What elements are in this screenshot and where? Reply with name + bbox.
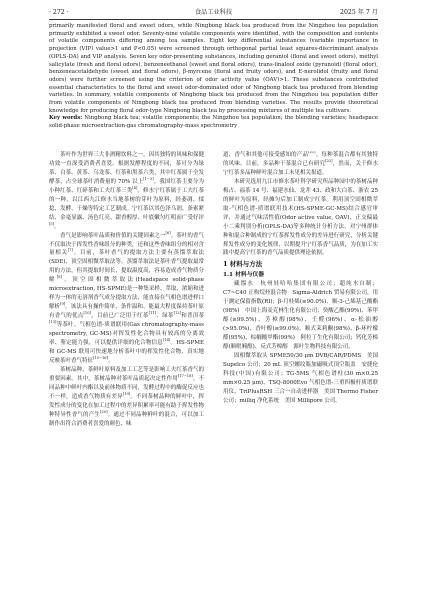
citation: [14]: [162, 338, 171, 343]
citation: [7]: [67, 248, 73, 253]
section-heading: 1 材料与方法: [223, 260, 263, 269]
english-abstract: [49, 23, 378, 131]
citation: [8]: [56, 275, 62, 280]
citation: [10]: [83, 311, 91, 316]
citation: [12]: [173, 311, 181, 316]
citation: [15−16]: [93, 356, 108, 361]
subsection-heading: 1.1 材料与仪器: [223, 272, 265, 279]
intro-paragraph-3: 茶树品种、茶鲜叶原料及加工工艺等是影响工夫红茶香气的重要因素。其中，茶树品种对茶叶品质起决定性作用[17−18]。不同品种中鲜叶内酯以及前体物质不同，发酵过程中的酶促反应也不一样，造成香气物质有差异[19]。不同茶树品种的鲜叶中，挥发性成分的变化在加工过程中的差异积累率可能有助于挥发性物种特异性香气的产生[20]。通过不同品种鲜叶的混合，可以加工制作出符合消费者喜爱的颜色、味: [49, 366, 204, 427]
citation: [11]: [148, 311, 157, 316]
citation: [4]: [132, 185, 138, 190]
page-number: · 272 ·: [49, 9, 69, 16]
running-header: [49, 7, 378, 20]
intro-paragraph-continued: 道、香气和其他可接受感知的产品[21]。每种茶混合都有其独特的风味。目前，多品种干茶混合已有研究[22]，然而，关于修水宁红茶多品种鲜叶混合加工未见相关报道。: [223, 151, 378, 176]
citation: [21]: [308, 151, 316, 155]
left-column: [49, 151, 204, 596]
citation: [19]: [122, 391, 131, 396]
keywords-label: Key words:: [49, 115, 83, 122]
issue-date: 2025 年 7 月: [340, 9, 378, 16]
citation: [9]: [60, 302, 66, 307]
keywords-line: [49, 115, 378, 130]
intro-paragraph-2: 香气是影响茶叶品质和价值的关键因素之一[6]。茶叶的香气不仅取决于挥发性香味组分的种类，还和这些香味组分的相对含量相关[7]。目前，茶叶香气的提取方法主要有蒸馏萃取法(SDE)、顶空固相微萃取法等。蒸馏萃取法是茶叶香气提取最常用的方法，但其提取时间长，提取温度高，容易造成香气物质分解[8]。顶空固相微萃取法(Headspace solid-phase microextraction, HS-SPME)是一种集采样、萃取、浓缩和进样为一体的无溶剂香气成分提取方法，能直接在气相色谱进样口解析[9]。该法具有操作简单、条件温和、能最大程度保持茶叶原有香气的优点[10]，目前已广泛用于红茶[11]、绿茶[12]和普洱茶[13]等茶叶。气相色谱-质谱联用(Gas chromatography-mass spectrometry, GC-MS)对挥发性化合物具有较高的分离效率、鉴定能力强，可以提供详细的化合物信息[14]。HS-SPME 和 GC-MS 联用可快速地分析茶叶中的挥发性化合物，真实地反映茶叶香气特征[15−16]。: [49, 230, 204, 364]
citation: [20]: [100, 409, 108, 414]
abstract-text: primarily manifested floral and sweet odors, while Ningbong black tea produced from the Ningzhou tea population primarily exhibited a sweet odor. Seventy-nine volatile components were identified, with the composition and contents of volatile components differing among tea samples. Eight key differential substances (variable importance in projection (VIP) value>1 and P<0.05) were screened through orthogonal partial least squares-discriminant analysis (OPLS-DA) and VIP analysis. Seven key odor-presenting substances, including geraniol (floral and sweet odors), methyl salicylate (fresh and floral odors), benzeneethanol (sweet and floral odors), trans-linalool oxide (pyranoid) (floral odor), benzeneacetaldehyde (sweet and floral odors), β-myrcene (floral and fruity odors), and E-nerolidol (fruity and floral odors) were further screened using the criterion of odor activity value (OAV)>1. These substances contributed essential characteristics to the floral and sweet odor-dominated odor of Ningbong black tea produced from blending varieties. In summary, volatile components of Ningbong black tea produced from the Ningzhou tea population differ from volatile components of Ningbong black tea produced from blending varieties. The results provide theoretical knowledge for producing floral odor-type Ningbong black tea by processing mixtures of multiple tea cultivars.: [49, 23, 378, 114]
citation: [17−18]: [177, 374, 193, 378]
citation: [6]: [165, 230, 171, 235]
right-column: [223, 151, 378, 596]
instruments-paragraph: 固相微萃取头 SPME50/30 μm DVB/CAR/PDMS 美国 Supelco 公司；20 mL 顶空螺纹瓶加磁吸式顶空瓶盖 安捷伦科技(中国)有限公司；TG-5MS 气相色谱柱(30 m×0.25 mm×0.25 μm)、TSQ-8000Evo 气相色谱-三重四极杆质谱联用仪、TriPlusRSH 三合一自动进样器 美国 Thermo Fisher 公司；milliq 净化系统 美国 Millipore 公司。: [223, 353, 378, 404]
journal-name: 食品工业科技: [194, 9, 233, 16]
citation: [1−3]: [143, 177, 154, 182]
citation: [22]: [325, 159, 333, 164]
citation: [13]: [49, 320, 57, 325]
intro-paragraph-1: 茶叶作为世界三大非酒精饮料之一，因其独特的风味和保健功效一直深受消费者喜爱。根据发酵程度的不同，茶可分为绿茶、白茶、黄茶、乌龙茶、红茶和黑茶六类，其中红茶属于全发酵茶，占全球茶叶消费量的 70% 以上[1−3]。我国红茶主要分为小种红茶、红碎茶和工夫红茶三类[4]。修水宁红茶属于工夫红茶的一种，以江西九江修水当地茶树的芽叶为原料，经萎凋、揉捻、发酵、干燥等特定工艺制成。宁红茶以其色泽乌润、条索紧结、金毫显露、汤色红亮、甜香醇厚、叶底嫩匀红明而广受好评[5]。: [49, 152, 204, 230]
materials-paragraph: 藏馏水 杭州娃哈哈集团有限公司；超纯水自制；C7~C40 正构烷烃混合物 Sigma-Aldrich 贸易有限公司，用于测定保留指数(RI)；β-月桂烯(≥90.0%)、顺-3-己烯基己酸酯(98%) 中国上海麦克林生化有限公司；癸酸乙酯(99%)、苯甲醇(≥99.5%)、芳樟醇(98%)、壬醛(96%)、α-松油醇(>95.0%)、香叶醇(≥99.0%)、顺式茉莉酮(98%)、β-环柠檬醛(95%)、棕榈酸甲酯(99%) 阿拉丁生化有限公司；钙化芳樟醇(顺吡喃醇)、反式芳樟醇 源叶生物科技有限公司。: [223, 281, 378, 351]
keywords-text: Ningbong black tea; volatile components; the Ningzhou tea population; the blending varieties; headspace solid-phase microextraction-gas chromatography-mass spectrometry: [49, 115, 378, 130]
study-aim-paragraph: 本研究选用九江市修水茶叶科学研究所品种园中的茶树品种梅占、福茶 14 号、福建水仙、龙井 43、政和大白茶、浙农 25 的鲜叶为原料，经摊匀后加工制成宁红茶。利用顶空固相微萃取-气相色谱-质谱联用技术(HS-SPME-GC-MS)结合感官审评，并通过气味活性值(Odor active value, OAV)、正交偏最小二乘判别分析(OPLS-DA)等多种统计分析方法，对宁州群体种和混合种制成的宁红茶挥发性成分的差异进行研究，分析关键挥发性成分的变化规律，以期提升宁红茶香气品质，为在加工实践中提高宁红茶的香气品质提供理论依据。: [223, 178, 378, 257]
citation: [5]: [49, 221, 55, 226]
